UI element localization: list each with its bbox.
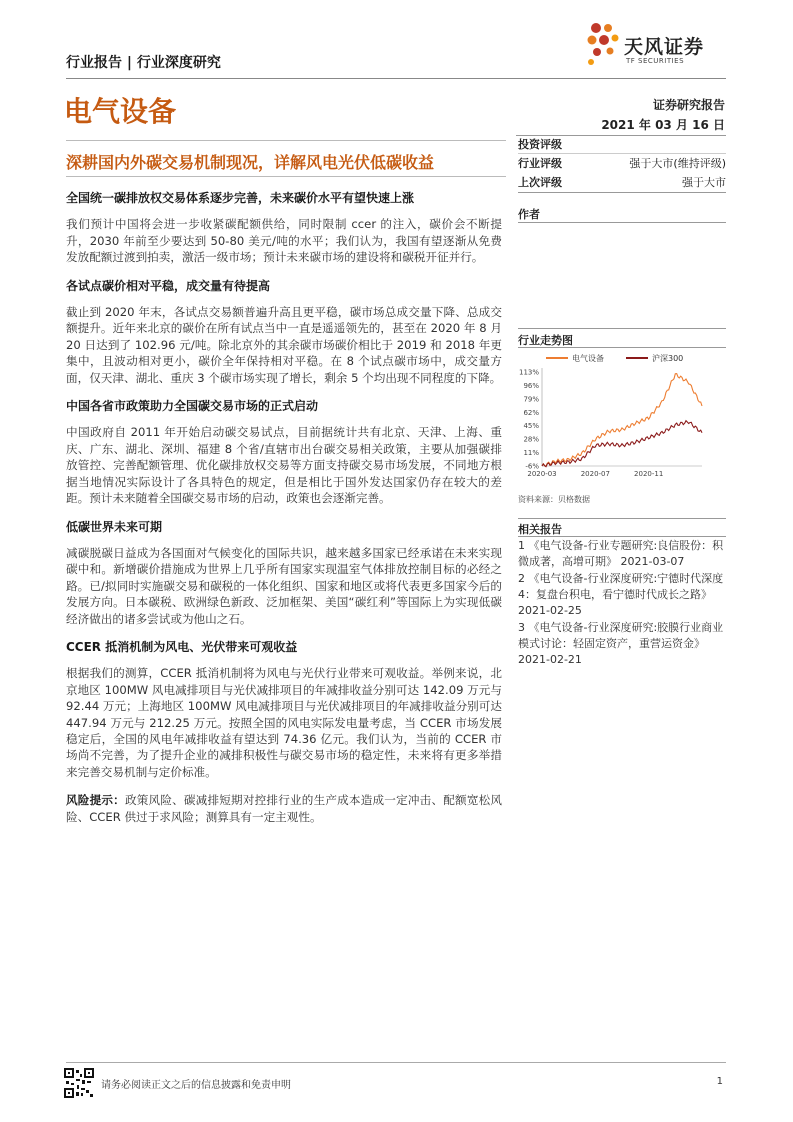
y-tick-label: 11% (523, 449, 539, 458)
risk-text: 政策风险、碳减排短期对控排行业的生产成本造成一定冲击、配额宽松风险、CCER 供过于求风险；测算具有一定主观性。 (66, 793, 502, 824)
legend-label: 电气设备 (572, 354, 604, 363)
x-tick-label: 2020-07 (580, 470, 610, 478)
related-report-link[interactable]: 1 《电气设备-行业专题研究:良信股份：积微成著，高增可期》 2021-03-07 (518, 539, 724, 568)
rating-table (518, 135, 726, 192)
x-tick-label: 2020-11 (634, 470, 664, 478)
report-subtitle: 深耕国内外碳交易机制现况，详解风电光伏低碳收益 (66, 153, 435, 172)
industry-rating-row (518, 154, 726, 173)
chart-source: 资料来源：贝格数据 (518, 495, 590, 504)
section-heading: 全国统一碳排放权交易体系逐步完善，未来碳价水平有望快速上涨 (66, 191, 415, 205)
logo-chinese-name: 天风证券 (624, 36, 705, 58)
qr-code-icon (64, 1068, 94, 1098)
report-type: 证券研究报告 (652, 98, 725, 112)
related-reports-list (518, 538, 726, 669)
related-top-divider (518, 518, 726, 519)
breadcrumb: 行业报告 | 行业深度研究 (66, 55, 221, 71)
trend-divider (518, 347, 726, 348)
company-logo (584, 20, 734, 70)
section-paragraph: 我们预计中国将会进一步收紧碳配额供给，同时限制 ccer 的注入，碳价会不断提升，2030 年前至少要达到 50-80 美元/吨的水平；我们认为，我国有望逐渐从免费发放配额过渡到拍卖，激活一级市场；预计未来碳市场的建设将和碳税开征并行。 (66, 217, 502, 265)
previous-rating-value: 强于大市 (682, 176, 726, 189)
section-3 (66, 398, 502, 506)
section-paragraph: 根据我们的测算，CCER 抵消机制将为风电与光伏行业带来可观收益。举例来说，北京地区 100MW 风电减排项目与光伏减排项目的年减排收益分别可达 142.09 万元与 92.44 万元；上海地区 100MW 风电减排项目与光伏减排项目的年减排收益分别可达 447.94 万元与 212.25 万元。按照全国的风电实际发电量考虑，当 CCER 市场发展稳定后，全国的风电年减排收益有望达到 74.36 亿元。我们认为，当前的 CCER 市场尚不完善，为了提升企业的减排积极性与碳交易市场的稳定性，未来将有更多举措来完善交易机制与定价标准。 (66, 666, 502, 779)
section-heading: 低碳世界未来可期 (66, 519, 163, 534)
report-date: 2021 年 03 月 16 日 (601, 118, 725, 132)
header-divider (66, 78, 726, 79)
footer-divider (66, 1062, 726, 1063)
y-tick-label: 113% (518, 368, 539, 377)
section-heading: 各试点碳价相对平稳，成交量有待提高 (66, 278, 271, 293)
trend-chart-svg (516, 350, 728, 490)
logo-english-name: TF SECURITIES (626, 57, 685, 65)
author-heading: 作者 (518, 208, 540, 221)
rating-heading-row (518, 135, 726, 154)
section-paragraph: 截止到 2020 年末，各试点交易额普遍升高且更平稳，碳市场总成交量下降、总成交额提升。近年来北京的碳价在所有试点当中一直是遥遥领先的，甚至在 2020 年 8 月 20 日达到了 102.96 元/吨。除北京外的其余碳市场碳价相比于 2019 和 2018 年更集中，且波动相对更小，碳价全年保持相对平稳。在 8 个试点碳市场中，成交量方面，仅天津、湖北、重庆 3 个碳市场实现了增长，剩余 5 个均出现不同程度的下降。 (66, 305, 502, 385)
rating-heading: 投资评级 (518, 138, 562, 151)
rating-bottom-divider (518, 192, 726, 193)
title-divider (66, 140, 506, 141)
y-tick-label: 45% (523, 422, 539, 431)
related-heading: 相关报告 (518, 523, 562, 536)
previous-rating-row (518, 173, 726, 192)
page-title: 电气设备 (64, 95, 177, 128)
tf-logo-icon (584, 20, 624, 68)
section-heading: CCER 抵消机制为风电、光伏带来可观收益 (66, 639, 298, 654)
y-tick-label: 79% (523, 395, 539, 404)
risk-label: 风险提示： (66, 793, 125, 808)
trend-top-divider (518, 328, 726, 329)
legend-label: 沪深300 (652, 354, 684, 363)
y-tick-label: -6% (525, 462, 539, 471)
industry-rating-label: 行业评级 (518, 157, 562, 170)
risk-warning (66, 792, 502, 825)
main-content (66, 190, 502, 825)
x-tick-label: 2020-03 (527, 470, 557, 478)
section-5 (66, 639, 502, 780)
series-line (542, 374, 702, 467)
related-report-link[interactable]: 3 《电气设备-行业深度研究:胶膜行业商业模式讨论：轻固定资产，重营运资金》 2021-02-21 (518, 621, 724, 666)
section-paragraph: 中国政府自 2011 年开始启动碳交易试点，目前据统计共有北京、天津、上海、重庆、广东、湖北、深圳、福建 8 个省/直辖市出台碳交易相关政策，主要从加强碳排放管控、完善配额管理、优化碳排放权交易等方面支持碳交易市场发展，不同地方根据当地情况实际设计了各具特色的规定，但是相比于国外发达国家仍存在较大的差距。预计未来随着全国碳交易市场的启动，政策也会逐渐完善。 (66, 425, 502, 506)
author-divider (518, 222, 726, 223)
previous-rating-label: 上次评级 (518, 176, 562, 189)
section-1 (66, 190, 502, 266)
section-4 (66, 519, 502, 627)
industry-rating-value: 强于大市(维持评级) (629, 157, 726, 170)
related-divider (518, 536, 726, 537)
trend-chart (516, 350, 728, 490)
y-tick-label: 96% (523, 381, 539, 390)
section-paragraph: 减碳脱碳日益成为各国面对气候变化的国际共识，越来越多国家已经承诺在未来实现碳中和。新增碳价措施成为世界上几乎所有国家实现温室气体排放控制目标的必经之路。已/拟同时实施碳交易和碳税的一体化组织、国家和地区或将代表更多国家今后的发展方向。日本碳税、欧洲绿色新政、泛加框架、美国“碳红利”等国际上为实现低碳经济做出的诸多尝试或为他山之石。 (66, 545, 502, 626)
subtitle-divider (66, 176, 506, 177)
section-heading: 中国各省市政策助力全国碳交易市场的正式启动 (66, 399, 319, 414)
related-report-link[interactable]: 2 《电气设备-行业深度研究:宁德时代深度 4：复盘台积电，看宁德时代成长之路》 2021-02-25 (518, 572, 724, 617)
trend-heading: 行业走势图 (518, 334, 573, 347)
y-tick-label: 62% (523, 408, 539, 417)
section-2 (66, 278, 502, 386)
page-number: 1 (716, 1076, 723, 1087)
y-tick-label: 28% (523, 435, 539, 444)
footer-disclaimer[interactable]: 请务必阅读正文之后的信息披露和免责申明 (101, 1080, 291, 1091)
